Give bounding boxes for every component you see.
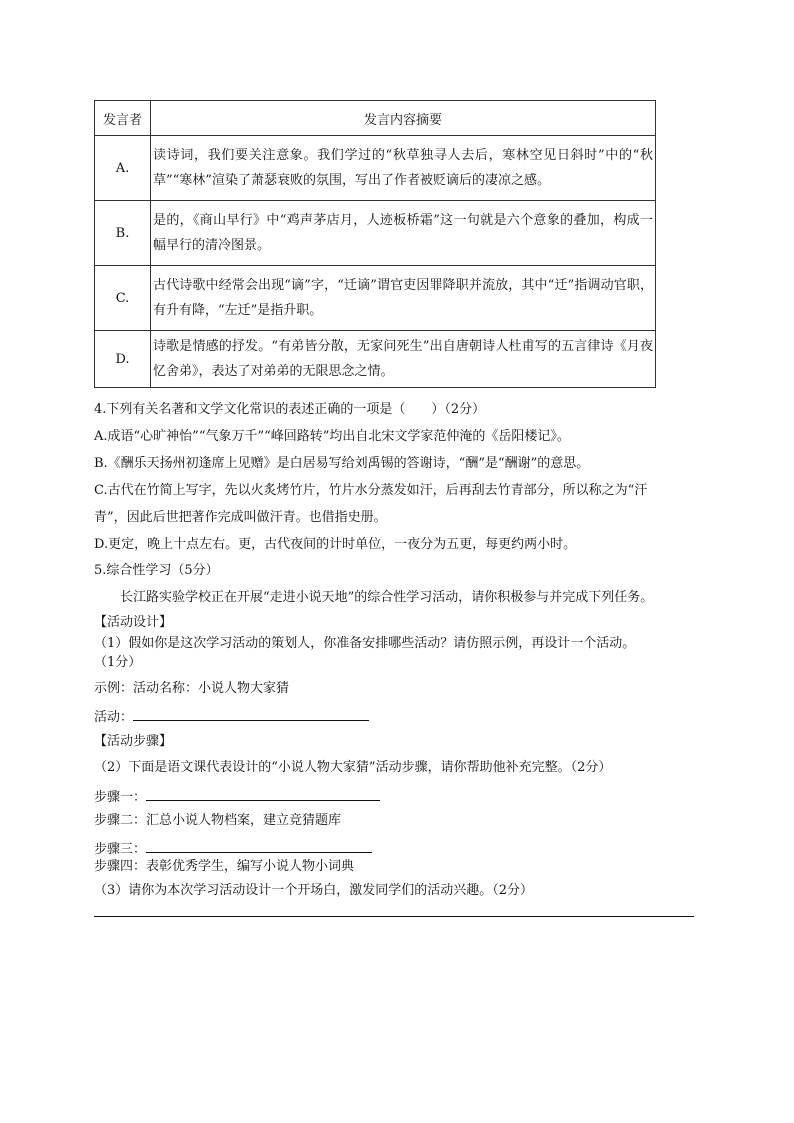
step1-blank[interactable] bbox=[146, 786, 380, 801]
content-cell: 读诗词，我们要关注意象。我们学过的“秋草独寻人去后，寒林空见日斜时”中的“秋草”“寒林”渲染了萧瑟衰败的氛围，写出了作者被贬谪后的凄凉之感。 bbox=[151, 136, 656, 201]
q5-sub3: （3）请你为本次学习活动设计一个开场白，激发同学们的活动兴趣。（2分） bbox=[94, 883, 534, 898]
content-cell: 诗歌是情感的抒发。“有弟皆分散，无家问死生”出自唐朝诗人杜甫写的五言律诗《月夜忆舍弟》，表达了对弟弟的无限思念之情。 bbox=[151, 331, 656, 388]
content-cell: 是的，《商山早行》中“鸡声茅店月，人迹板桥霜”这一句就是六个意象的叠加，构成一幅早行的清冷图景。 bbox=[151, 201, 656, 266]
activity-answer-line bbox=[94, 706, 369, 727]
table-row bbox=[95, 136, 656, 201]
step4: 步骤四：表彰优秀学生，编写小说人物小词典 bbox=[94, 859, 355, 874]
speaker-cell: D. bbox=[95, 331, 151, 388]
step3-blank[interactable] bbox=[146, 838, 372, 853]
speech-summary-table bbox=[94, 100, 656, 388]
q5-title: 5.综合性学习（5分） bbox=[94, 563, 219, 578]
content-cell: 古代诗歌中经常会出现“谪”字，“迁谪”谓官吏因罪降职并流放，其中“迁”指调动官职，有升有降，“左迁”是指升职。 bbox=[151, 266, 656, 331]
q4-stem: 4.下列有关名著和文学文化常识的表述正确的一项是（ ）（2分） bbox=[94, 402, 486, 417]
q5-sub1-line1: （1）假如你是这次学习活动的策划人，你准备安排哪些活动？请仿照示例，再设计一个活动。 bbox=[94, 636, 636, 651]
step2: 步骤二：汇总小说人物档案，建立竞猜题库 bbox=[94, 813, 342, 828]
table-row bbox=[95, 266, 656, 331]
q4-option-a: A.成语“心旷神怡”“气象万千”“峰回路转”均出自北宋文学家范仲淹的《岳阳楼记》。 bbox=[94, 429, 570, 444]
table-row bbox=[95, 201, 656, 266]
step3-label: 步骤三： bbox=[94, 842, 147, 857]
answer-rule[interactable] bbox=[94, 916, 694, 917]
step1-line bbox=[94, 786, 380, 807]
q4-option-c-line2: 青”，因此后世把著作完成叫做汗青。也借指史册。 bbox=[94, 510, 387, 525]
q4-option-b: B.《酬乐天扬州初逢席上见赠》是白居易写给刘禹锡的答谢诗，“酬”是“酬谢”的意思。 bbox=[94, 456, 590, 471]
step1-label: 步骤一： bbox=[94, 790, 147, 805]
step3-line bbox=[94, 838, 372, 859]
table-header-row bbox=[95, 101, 656, 136]
q5-intro: 长江路实验学校正在开展“走进小说天地”的综合性学习活动，请你积极参与并完成下列任务。 bbox=[120, 590, 654, 605]
q4-option-d: D.更定，晚上十点左右。更，古代夜间的计时单位，一夜分为五更，每更约两小时。 bbox=[94, 537, 577, 552]
speaker-cell: A. bbox=[95, 136, 151, 201]
activity-example: 示例：活动名称：小说人物大家猜 bbox=[94, 681, 290, 696]
activity-blank[interactable] bbox=[133, 706, 369, 721]
q5-sub2: （2）下面是语文课代表设计的“小说人物大家猜”活动步骤，请你帮助他补充完整。（2分） bbox=[94, 760, 612, 775]
q4-option-c-line1: C.古代在竹简上写字，先以火炙烤竹片，竹片水分蒸发如汗，后再刮去竹青部分，所以称之为“汗 bbox=[94, 483, 648, 498]
speaker-cell: B. bbox=[95, 201, 151, 266]
activity-label: 活动： bbox=[94, 710, 134, 725]
header-content: 发言内容摘要 bbox=[151, 101, 656, 136]
speaker-cell: C. bbox=[95, 266, 151, 331]
header-speaker: 发言者 bbox=[95, 101, 151, 136]
activity-design-heading: 【活动设计】 bbox=[94, 615, 173, 630]
table-row bbox=[95, 331, 656, 388]
activity-steps-heading: 【活动步骤】 bbox=[94, 734, 173, 749]
q5-sub1-line2: （1分） bbox=[94, 655, 142, 670]
